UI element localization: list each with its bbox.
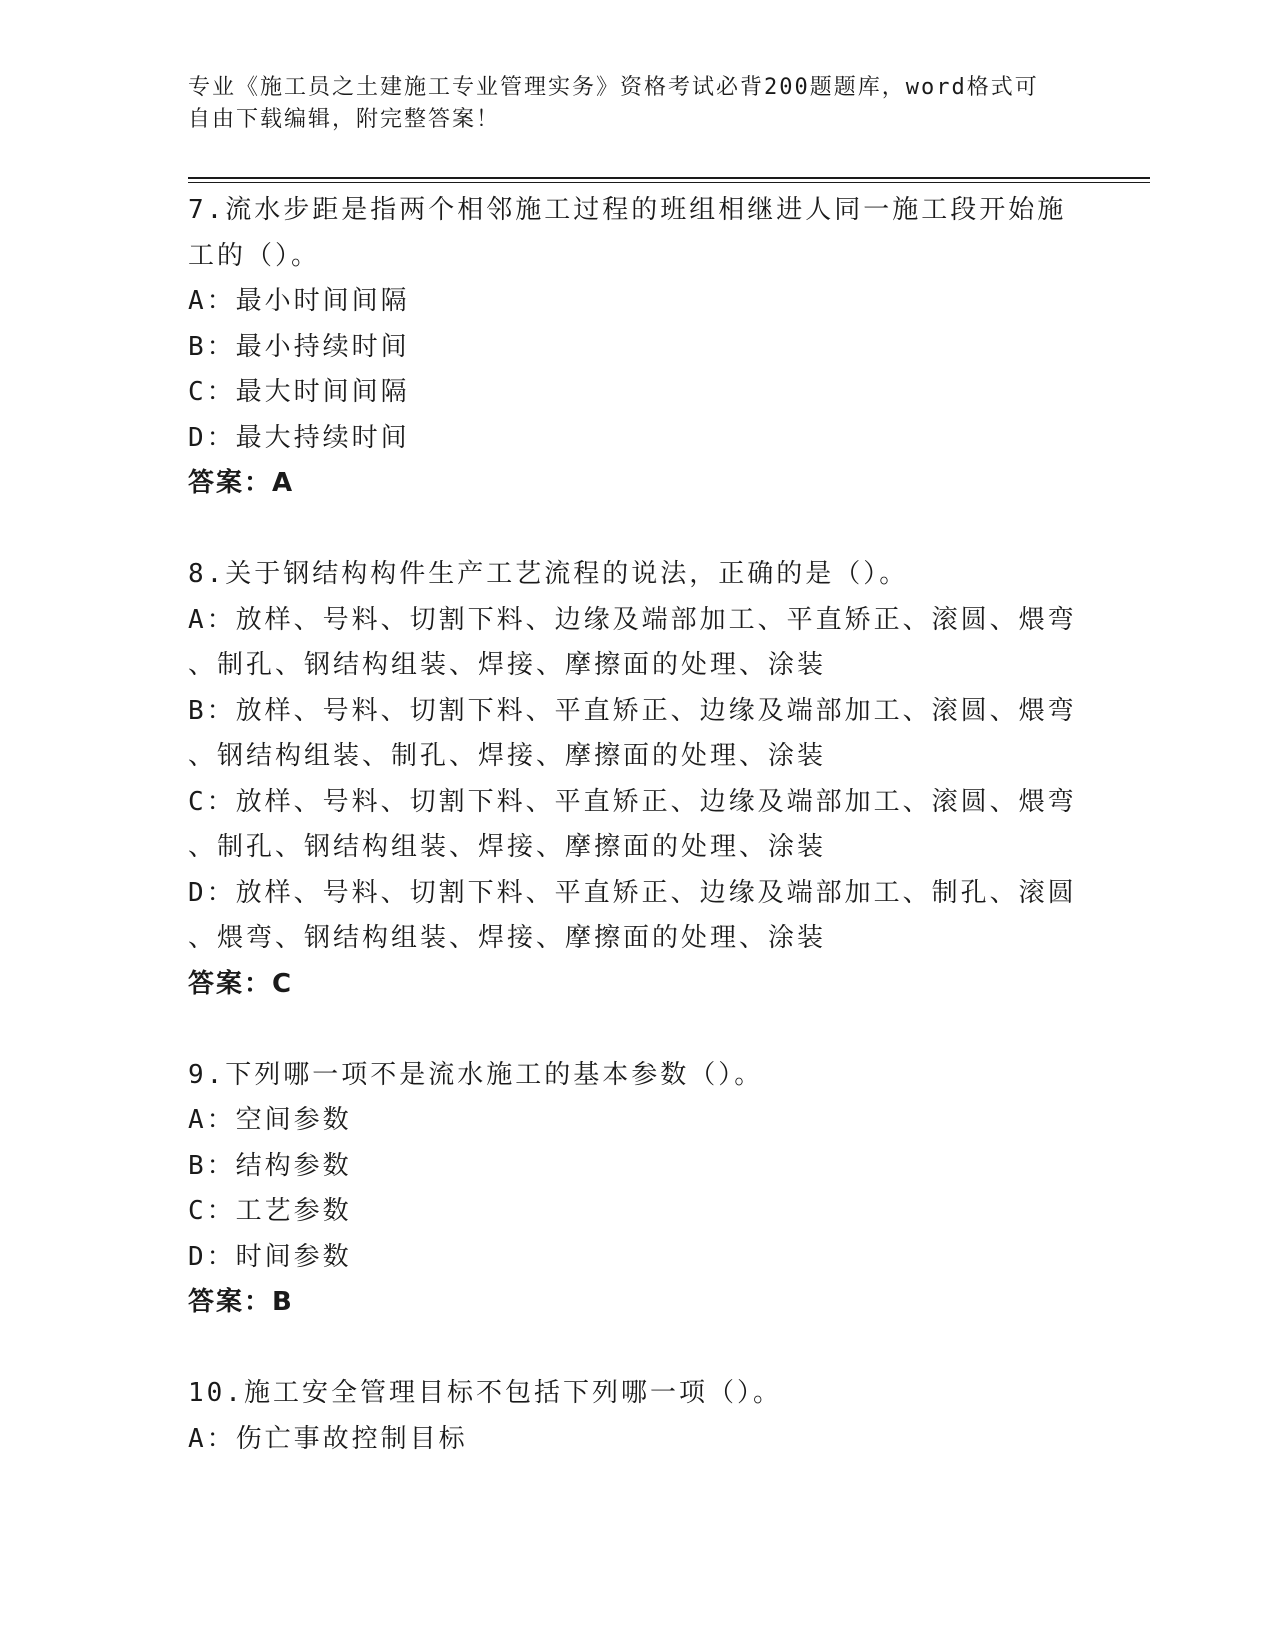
question-option-line: B：最小持续时间 [188,331,410,362]
question-item [188,1053,1088,1326]
question-option-line: B：放样、号料、切割下料、平直矫正、边缘及端部加工、滚圆、煨弯 [188,695,1077,726]
header-divider-thick [188,177,1150,179]
question-option-line: D：最大持续时间 [188,422,410,453]
question-option-line: A：空间参数 [188,1105,352,1135]
question-option-line: A：最小时间间隔 [188,286,410,316]
question-option-line: 、制孔、钢结构组装、焊接、摩擦面的处理、涂装 [188,650,827,680]
question-option-line: B：结构参数 [188,1150,352,1181]
question-stem-line: 9.下列哪一项不是流水施工的基本参数（）。 [188,1059,764,1090]
question-stem-line: 10.施工安全管理目标不包括下列哪一项（）。 [188,1378,782,1408]
question-item [188,1371,1088,1462]
question-option-line: A：放样、号料、切割下料、边缘及端部加工、平直矫正、滚圆、煨弯 [188,604,1077,635]
question-option-line: C：最大时间间隔 [188,377,410,407]
header-line-1: 专业《施工员之土建施工专业管理实务》资格考试必背200题题库，word格式可 [188,75,1039,100]
question-option-line: A：伤亡事故控制目标 [188,1423,468,1454]
question-option-line: C：工艺参数 [188,1196,352,1226]
question-item [188,552,1088,1007]
question-stem-line: 工的（）。 [188,240,321,271]
question-stem-line: 7.流水步距是指两个相邻施工过程的班组相继进人同一施工段开始施 [188,195,1067,225]
question-list [188,188,1088,1508]
question-option-line: D：时间参数 [188,1241,352,1272]
header-line-2: 自由下载编辑，附完整答案！ [188,107,501,132]
page-header [188,72,1068,136]
question-answer: 答案：C [188,968,294,999]
question-item [188,188,1088,507]
question-option-line: D：放样、号料、切割下料、平直矫正、边缘及端部加工、制孔、滚圆 [188,877,1077,908]
question-option-line: 、钢结构组装、制孔、焊接、摩擦面的处理、涂装 [188,741,827,771]
question-option-line: 、制孔、钢结构组装、焊接、摩擦面的处理、涂装 [188,832,827,862]
question-answer: 答案：B [188,1287,294,1317]
question-option-line: C：放样、号料、切割下料、平直矫正、边缘及端部加工、滚圆、煨弯 [188,786,1077,817]
question-option-line: 、煨弯、钢结构组装、焊接、摩擦面的处理、涂装 [188,923,827,953]
header-divider-thin [188,182,1150,183]
question-stem-line: 8.关于钢结构构件生产工艺流程的说法，正确的是（）。 [188,559,909,589]
question-answer: 答案：A [188,468,295,498]
